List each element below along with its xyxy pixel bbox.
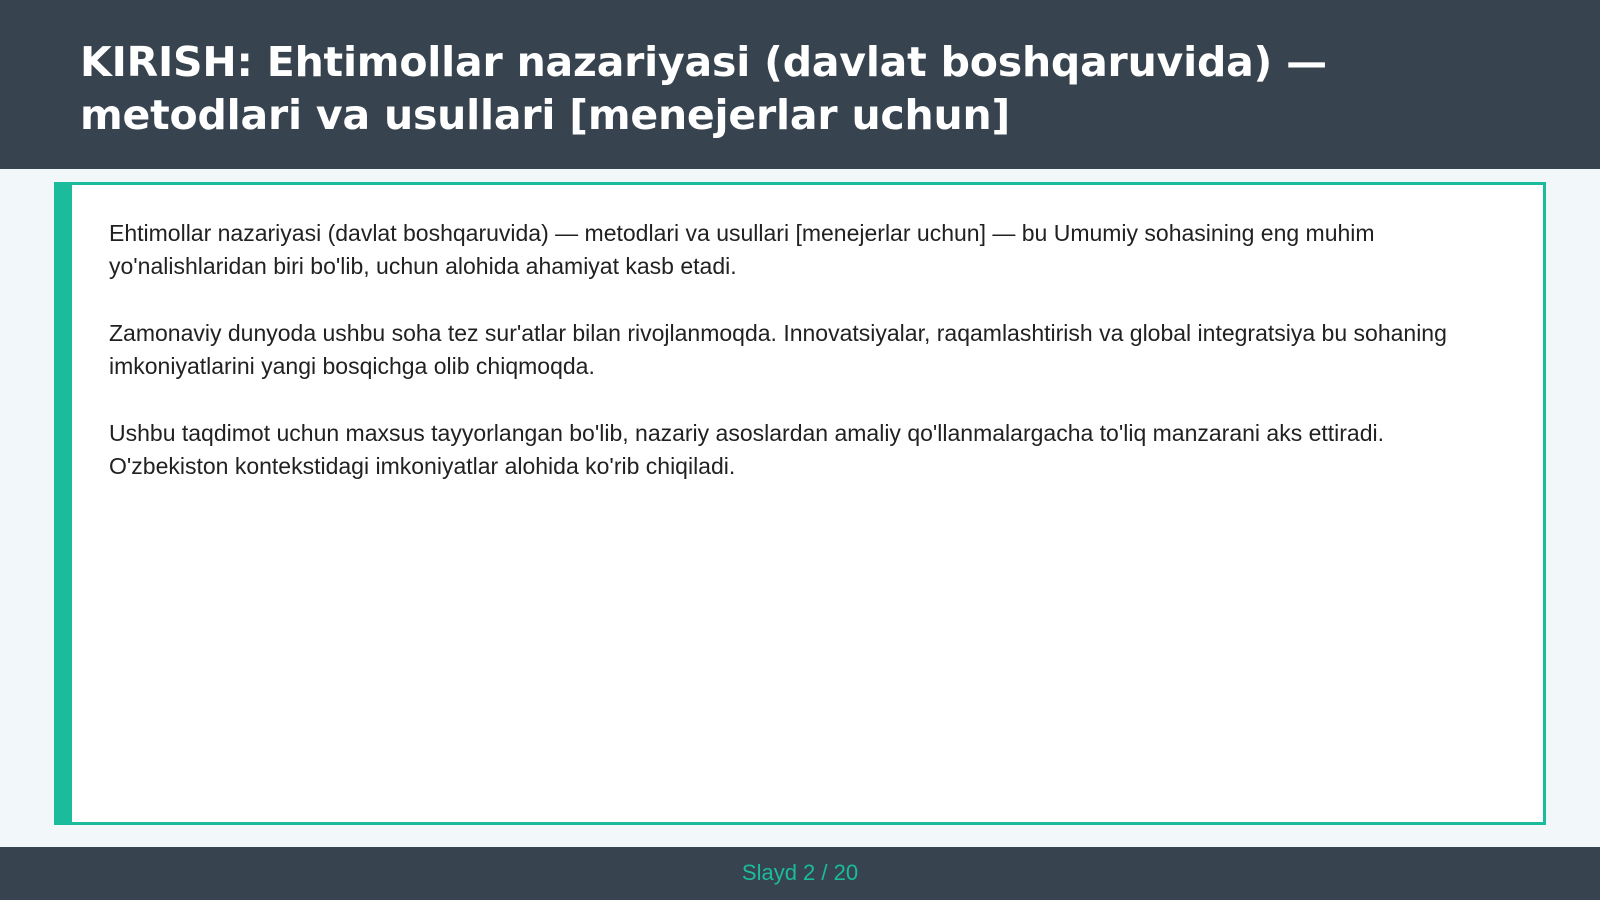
slide-counter: Slayd 2 / 20 [741,860,859,885]
paragraph-presentation-purpose: Ushbu taqdimot uchun maxsus tayyorlangan bo'lib, nazariy asoslardan amaliy qo'llanmalargacha to'liq manzarani aks ettiradi. O'zbekiston kontekstidagi imkoniyatlar alohida ko'rib chiqiladi. [109,420,1385,479]
slide-title: KIRISH: Ehtimollar nazariyasi (davlat boshqaruvida) — metodlari va usullari [menejerlar uchun] [80,38,1327,139]
slide-footer [0,847,1600,900]
content-body [109,217,1499,517]
paragraph-intro: Ehtimollar nazariyasi (davlat boshqaruvida) — metodlari va usullari [menejerlar uchun] — bu Umumiy sohasining eng muhim yo'nalishlaridan biri bo'lib, uchun alohida ahamiyat kasb etadi. [109,220,1375,279]
content-card [54,182,1546,825]
slide-header [0,0,1600,169]
paragraph-modern-world: Zamonaviy dunyoda ushbu soha tez sur'atlar bilan rivojlanmoqda. Innovatsiyalar, raqamlashtirish va global integratsiya bu sohaning imkoniyatlarini yangi bosqichga olib chiqmoqda. [109,320,1447,379]
